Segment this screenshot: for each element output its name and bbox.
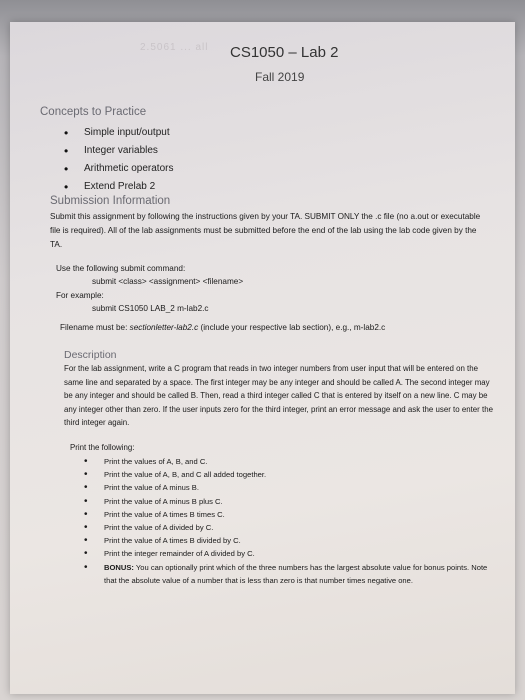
submission-paragraph: Submit this assignment by following the instructions given by your TA. SUBMIT ONLY the .c file (no a.out or executable file is required). All of the lab assignments must be submitted before the end of the lab using the lab code given by the TA.	[50, 212, 481, 249]
faded-header-text: 2.5061 ... all	[140, 42, 209, 53]
list-item: • Print the value of A minus B.	[70, 481, 500, 494]
filename-prefix: Filename must be:	[60, 323, 130, 332]
page-subtitle: Fall 2019	[255, 70, 305, 84]
list-item: • Print the value of A divided by C.	[70, 521, 500, 534]
submit-command-label: Use the following submit command:	[56, 264, 186, 273]
list-item: • Simple input/output	[64, 124, 173, 142]
print-following-label: Print the following:	[70, 443, 135, 452]
list-item: • Extend Prelab 2	[64, 178, 173, 196]
example-label: For example:	[56, 291, 104, 300]
list-item: • Print the value of A, B, and C all added together.	[70, 468, 500, 481]
filename-pattern: sectionletter-lab2.c	[129, 323, 199, 332]
list-item: • Arithmetic operators	[64, 160, 173, 178]
filename-suffix: (include your respective lab section), e.g., m-lab2.c	[198, 323, 386, 332]
list-item: • Print the value of A times B times C.	[70, 508, 500, 521]
description-heading: Description	[64, 349, 117, 361]
list-item: • Integer variables	[64, 142, 173, 160]
list-item: • Print the integer remainder of A divided by C.	[70, 547, 500, 560]
submit-command: submit <class> <assignment> <filename>	[92, 277, 244, 286]
bonus-item	[70, 561, 500, 587]
description-paragraph: For the lab assignment, write a C program that reads in two integer numbers from user input that will be entered on the same line and separated by a space. The first integer may be any integer and should be called A. The second integer may be any integer and should be called B. Then, read a third integer called C that is entered by itself on a new line. C may be any integer other than zero. If the user inputs zero for the third integer, print an error message and ask the user to enter the third integer again.	[64, 364, 493, 428]
concepts-heading: Concepts to Practice	[40, 106, 147, 118]
example-command: submit CS1050 LAB_2 m-lab2.c	[92, 304, 209, 313]
list-item: • Print the values of A, B, and C.	[70, 455, 500, 468]
list-item: • Print the value of A times B divided by C.	[70, 534, 500, 547]
print-list	[70, 455, 500, 587]
bonus-label: BONUS:	[104, 562, 134, 572]
page-title: CS1050 – Lab 2	[230, 44, 339, 61]
list-item: • Print the value of A minus B plus C.	[70, 495, 500, 508]
concepts-list	[64, 124, 173, 196]
filename-line	[60, 321, 490, 335]
submission-heading: Submission Information	[50, 195, 171, 207]
bonus-text: You can optionally print which of the three numbers has the largest absolute value for bonus points. Note that the absolute value of a number that is less than zero is that number times negative one.	[104, 562, 488, 585]
